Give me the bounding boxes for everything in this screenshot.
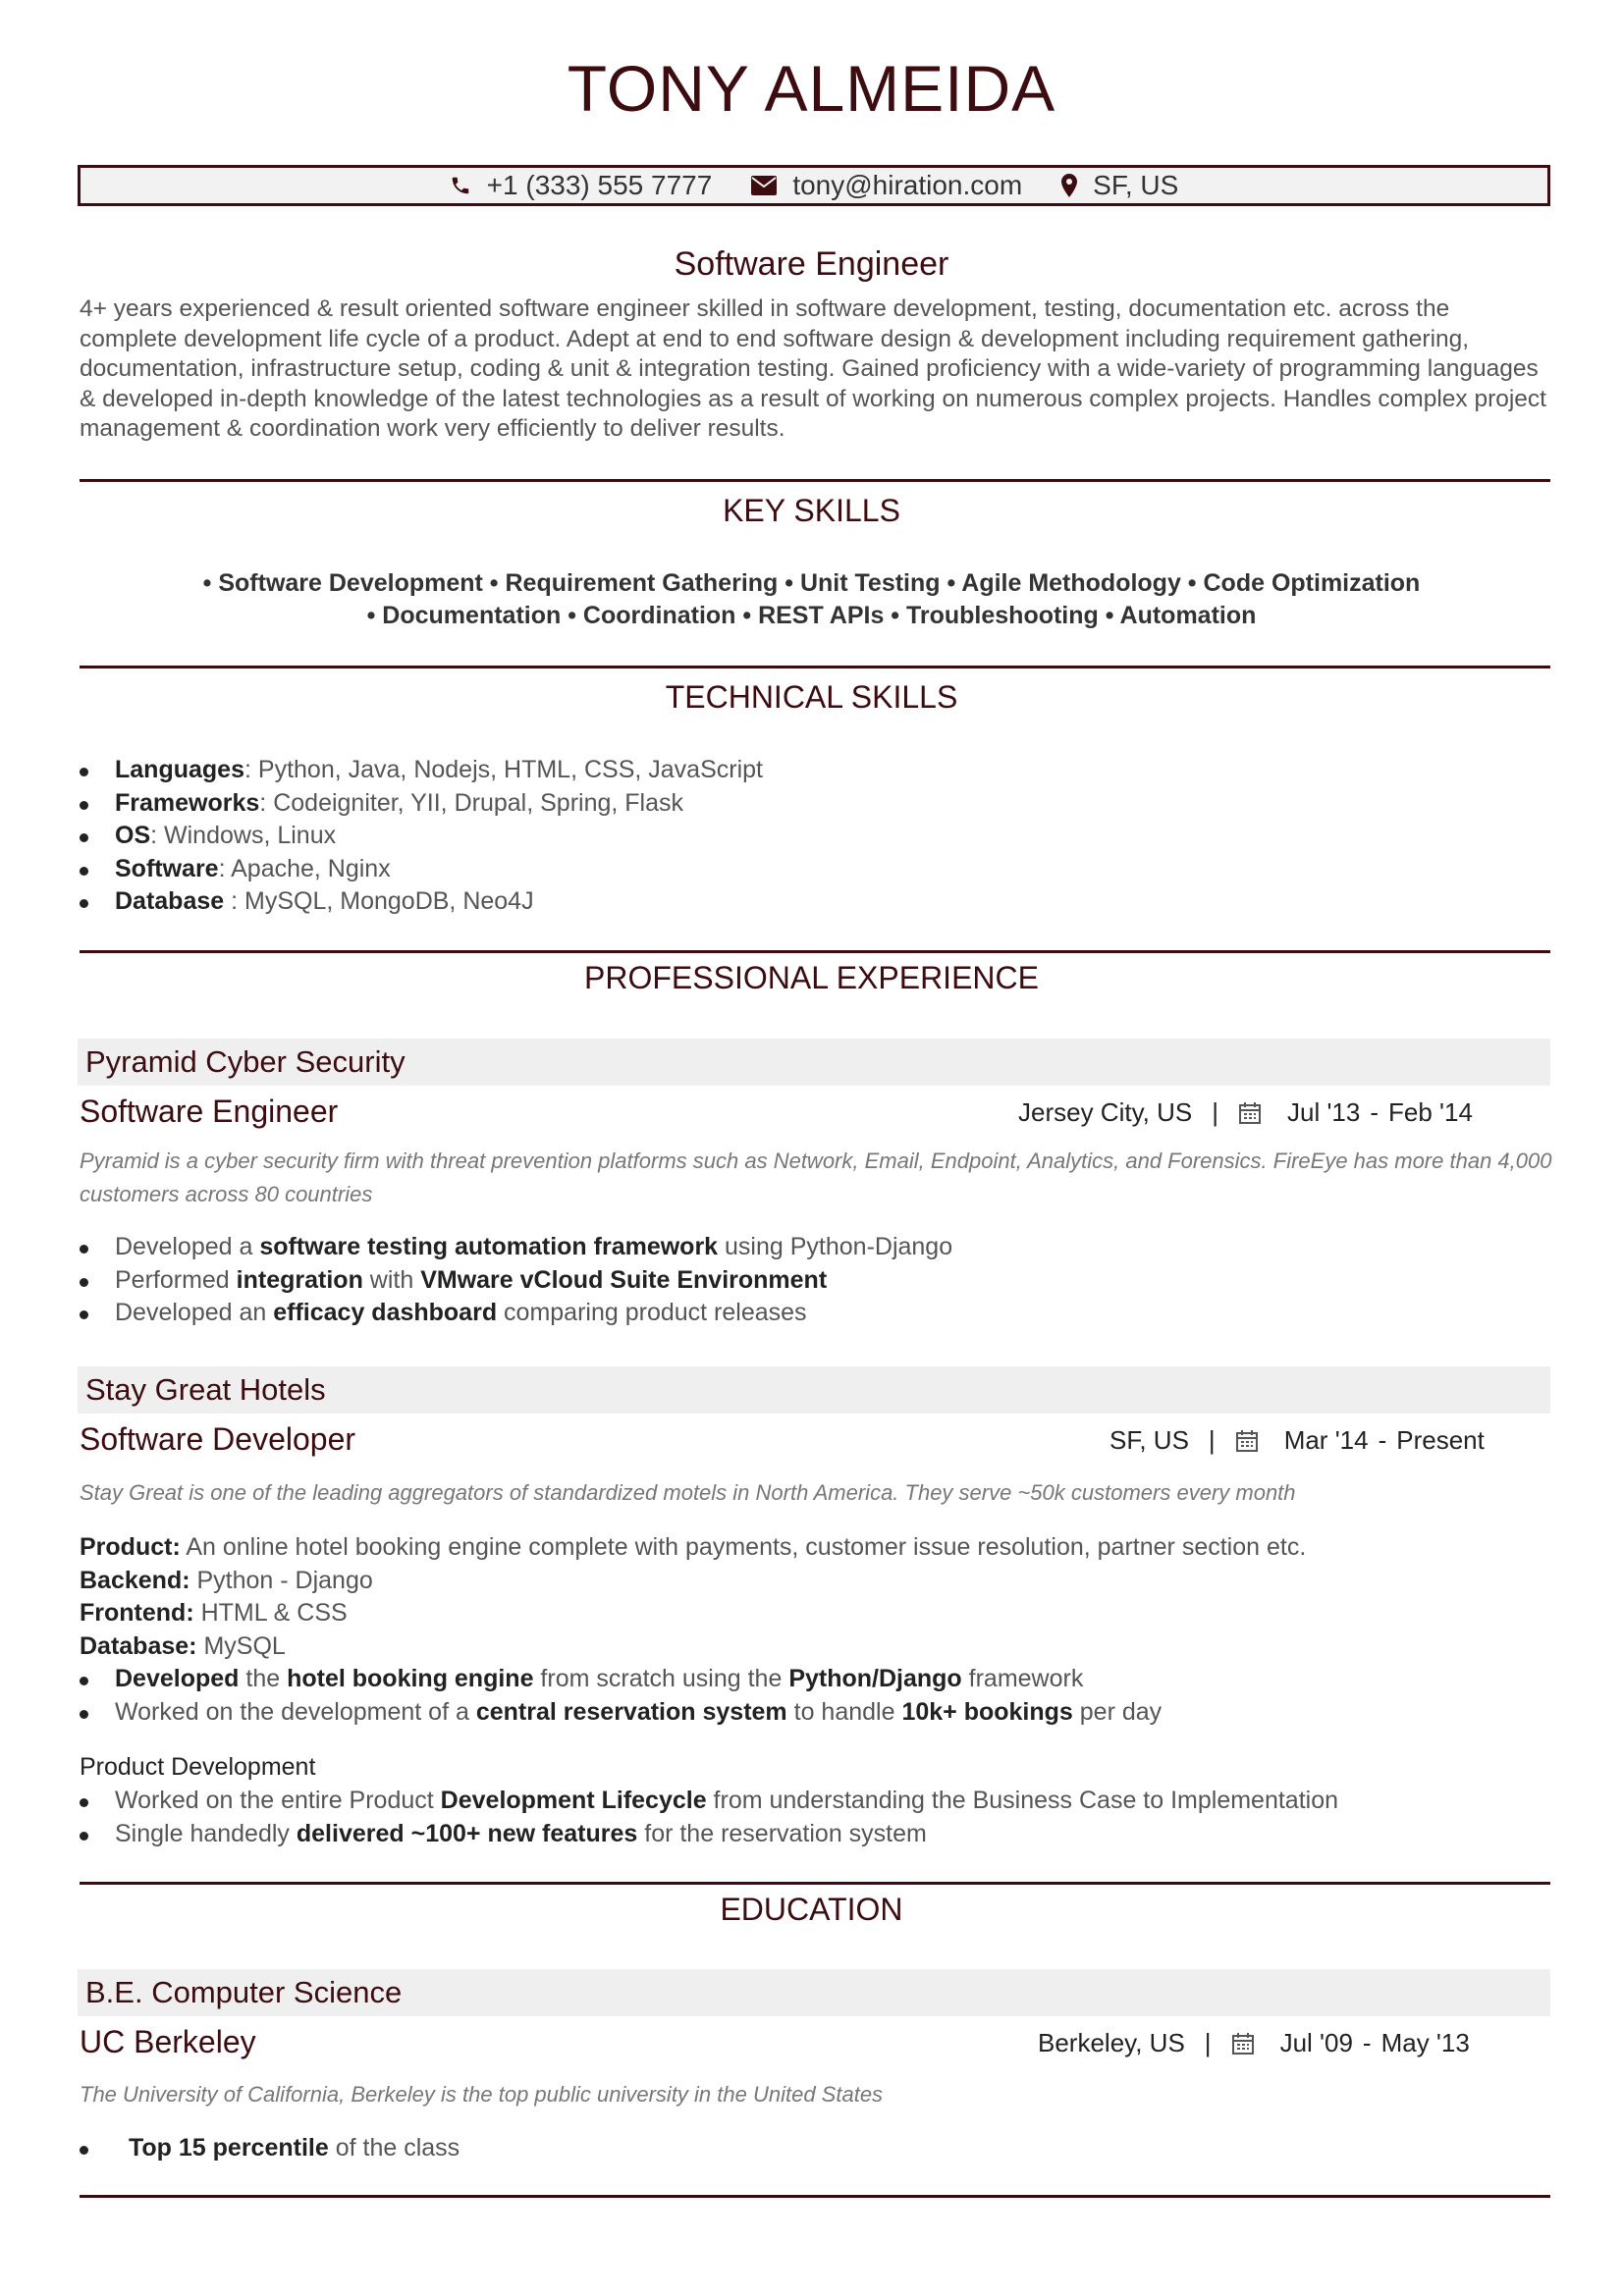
detail-row xyxy=(80,1531,1306,1565)
bullet-text: the xyxy=(239,1665,288,1692)
map-marker-icon xyxy=(1061,174,1077,197)
detail-value: HTML & CSS xyxy=(193,1599,348,1627)
bullet-text: Single handedly xyxy=(115,1819,297,1847)
list-item xyxy=(80,1297,952,1330)
date-dash: - xyxy=(1362,2028,1372,2057)
school-location: Berkeley, US xyxy=(1038,2028,1185,2057)
bullet-text: from scratch using the xyxy=(533,1665,789,1692)
section-divider xyxy=(80,950,1550,953)
skill-sep: : xyxy=(150,822,165,849)
date-dash: - xyxy=(1370,1097,1379,1127)
bullet-text: to handle xyxy=(786,1697,902,1726)
bullet-text: Developed a xyxy=(115,1233,260,1260)
bullet-strong: Python/Django xyxy=(788,1665,962,1692)
section-divider xyxy=(80,666,1550,668)
job-start-date: Mar '14 xyxy=(1283,1425,1369,1455)
detail-value: MySQL xyxy=(196,1631,286,1660)
summary-text: 4+ years experienced & result oriented software engineer skilled in software development, testing, documentation etc. across the complete development life cycle of a product. Adept at end to end software design & development including requirement gathering, documentation, infrastructure setup, coding & unit & integration testing. Gained proficiency with a wide-variety of programming languages & developed in-depth knowledge of the latest technologies as a result of working on numerous complex projects. Handles complex project management & coordination work very efficiently to deliver results. xyxy=(80,295,1546,442)
phone-number: +1 (333) 555 7777 xyxy=(486,170,713,200)
bullet-strong: VMware vCloud Suite Environment xyxy=(420,1265,828,1294)
skill-label: OS xyxy=(115,822,151,849)
list-item xyxy=(80,885,763,919)
detail-label: Backend: xyxy=(80,1566,190,1594)
job-end-date: Feb '14 xyxy=(1388,1097,1473,1127)
meta-separator: | xyxy=(1204,2028,1212,2057)
job-details xyxy=(80,1531,1306,1663)
detail-label: Product: xyxy=(80,1533,181,1561)
meta-separator: | xyxy=(1208,1425,1216,1455)
company-name: Stay Great Hotels xyxy=(78,1366,1550,1414)
bullet-text: Worked on the development of a xyxy=(115,1697,476,1726)
education-bullets xyxy=(80,2132,460,2165)
calendar-icon xyxy=(1231,2032,1255,2056)
skill-label: Frameworks xyxy=(115,788,260,817)
key-skills-line-2: • Documentation • Coordination • REST APIs • Troubleshooting • Automation xyxy=(366,602,1257,629)
skill-value: Codeigniter, YII, Drupal, Spring, Flask xyxy=(273,788,684,817)
list-item xyxy=(80,853,763,886)
skill-value: Windows, Linux xyxy=(164,822,337,849)
role-title: Software Developer xyxy=(80,1421,356,1457)
education-meta xyxy=(1038,2028,1470,2058)
key-skills-line-1: • Software Development • Requirement Gathering • Unit Testing • Agile Methodology • Code Optimization xyxy=(202,569,1421,597)
detail-row xyxy=(80,1630,1306,1664)
job-bullets xyxy=(80,1663,1162,1729)
education-title: EDUCATION xyxy=(720,1892,903,1927)
list-item xyxy=(80,787,763,821)
school-name: UC Berkeley xyxy=(80,2024,256,2059)
job-bullets xyxy=(80,1231,952,1330)
skill-label: Languages xyxy=(115,756,244,783)
product-development-bullets xyxy=(80,1785,1338,1850)
degree-name: B.E. Computer Science xyxy=(78,1969,1550,2016)
meta-separator: | xyxy=(1212,1097,1218,1127)
list-item xyxy=(80,1818,1338,1851)
bullet-strong: efficacy dashboard xyxy=(273,1299,498,1326)
job-title: Software Engineer xyxy=(674,245,949,283)
job-location: SF, US xyxy=(1109,1425,1189,1455)
list-item xyxy=(80,1264,952,1298)
detail-value: An online hotel booking engine complete with payments, customer issue resolution, partner section etc. xyxy=(180,1533,1307,1561)
skill-sep: : xyxy=(224,887,245,915)
bullet-text: Worked on the entire Product xyxy=(115,1787,441,1814)
bullet-text: Developed an xyxy=(115,1299,274,1326)
list-item xyxy=(80,2132,460,2165)
calendar-icon xyxy=(1235,1429,1259,1453)
list-item xyxy=(80,1696,1162,1730)
bullet-strong: Development Lifecycle xyxy=(440,1787,707,1814)
list-item xyxy=(80,1231,952,1264)
job-location: Jersey City, US xyxy=(1018,1097,1193,1127)
detail-row xyxy=(80,1597,1306,1630)
list-item xyxy=(80,820,763,853)
job-meta xyxy=(1018,1097,1473,1128)
section-divider xyxy=(80,1882,1550,1885)
bullet-strong: integration xyxy=(236,1265,363,1294)
email-address: tony@hiration.com xyxy=(792,170,1023,200)
list-item xyxy=(80,1785,1338,1818)
candidate-name: TONY ALMEIDA xyxy=(567,52,1056,125)
bullet-text: per day xyxy=(1072,1697,1163,1726)
detail-value: Python - Django xyxy=(189,1566,373,1594)
technical-skills-list xyxy=(80,754,763,919)
contact-email xyxy=(751,170,1022,201)
school-description: The University of California, Berkeley is the top public university in the United States xyxy=(80,2082,884,2107)
bullet-text: of the class xyxy=(328,2134,460,2162)
company-description: Pyramid is a cyber security firm with threat prevention platforms such as Network, Email, Endpoint, Analytics, and Forensics. FireEye has more than 4,000 customers across 80 countries xyxy=(80,1148,1552,1206)
experience-title: PROFESSIONAL EXPERIENCE xyxy=(584,960,1039,995)
list-item xyxy=(80,754,763,787)
technical-skills-title: TECHNICAL SKILLS xyxy=(665,679,958,715)
bullet-strong: Top 15 percentile xyxy=(129,2134,329,2162)
role-title: Software Engineer xyxy=(80,1094,339,1129)
company-name: Pyramid Cyber Security xyxy=(78,1039,1550,1086)
skill-sep: : xyxy=(218,854,232,882)
calendar-icon xyxy=(1238,1101,1262,1125)
bullet-text: for the reservation system xyxy=(637,1819,927,1847)
job-meta xyxy=(1109,1425,1485,1456)
bullet-text: with xyxy=(362,1265,421,1294)
bullet-text: framework xyxy=(961,1665,1084,1692)
bullet-strong: delivered ~100+ new features xyxy=(296,1819,638,1847)
list-item xyxy=(80,1663,1162,1696)
location-text: SF, US xyxy=(1093,170,1179,200)
phone-icon xyxy=(450,175,471,196)
key-skills-title: KEY SKILLS xyxy=(723,493,900,528)
detail-label: Database: xyxy=(80,1631,197,1660)
bullet-strong: software testing automation framework xyxy=(259,1233,719,1260)
bullet-strong: hotel booking engine xyxy=(287,1665,534,1692)
bullet-strong: central reservation system xyxy=(475,1697,787,1726)
skill-value: Apache, Nginx xyxy=(231,854,391,882)
contact-location xyxy=(1061,170,1178,201)
bullet-strong: Developed xyxy=(115,1665,240,1692)
skill-label: Software xyxy=(115,854,219,882)
section-divider xyxy=(80,479,1550,482)
detail-label: Frontend: xyxy=(80,1599,194,1627)
envelope-icon xyxy=(751,176,777,195)
contact-phone xyxy=(450,170,713,201)
skill-sep: : xyxy=(259,788,274,817)
contact-bar xyxy=(78,165,1550,206)
job-start-date: Jul '13 xyxy=(1286,1097,1361,1127)
date-dash: - xyxy=(1378,1425,1387,1455)
skill-sep: : xyxy=(243,756,258,783)
skill-value: MySQL, MongoDB, Neo4J xyxy=(244,887,534,915)
skill-label: Database xyxy=(115,887,225,915)
job-end-date: Present xyxy=(1396,1425,1485,1455)
detail-row xyxy=(80,1565,1306,1598)
product-development-title: Product Development xyxy=(80,1753,316,1781)
company-description: Stay Great is one of the leading aggregators of standardized motels in North America. They serve ~50k customers every month xyxy=(80,1480,1296,1505)
education-start-date: Jul '09 xyxy=(1279,2028,1353,2057)
section-divider xyxy=(80,2195,1550,2198)
skill-value: Python, Java, Nodejs, HTML, CSS, JavaScript xyxy=(257,756,763,783)
bullet-text: comparing product releases xyxy=(497,1299,807,1326)
bullet-strong: 10k+ bookings xyxy=(901,1697,1073,1726)
education-end-date: May '13 xyxy=(1380,2028,1470,2057)
bullet-text: using Python-Django xyxy=(718,1233,953,1260)
bullet-text: from understanding the Business Case to Implementation xyxy=(706,1787,1339,1814)
bullet-text: Performed xyxy=(115,1265,237,1294)
